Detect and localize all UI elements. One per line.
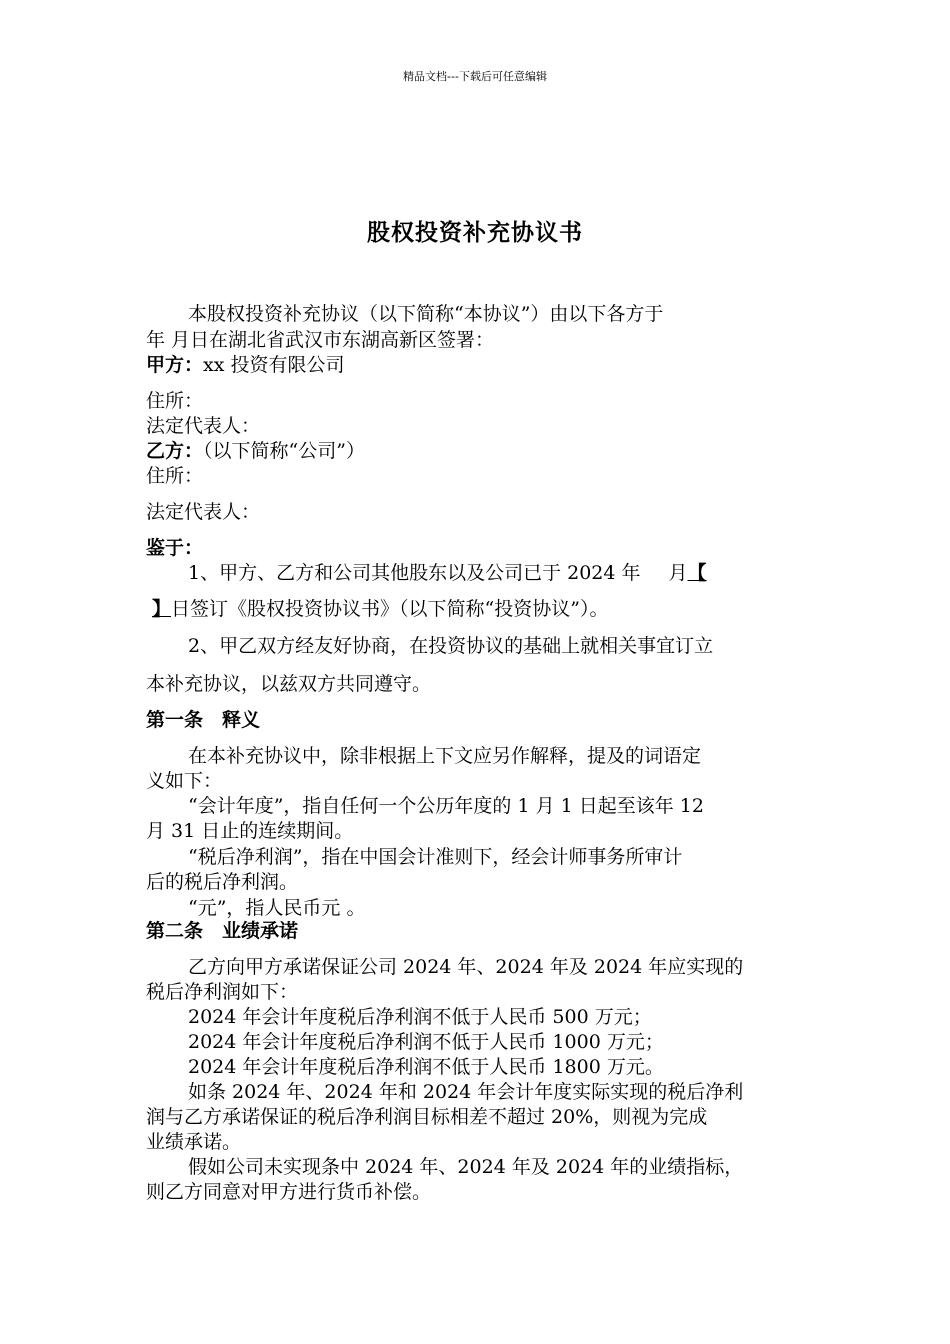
whereas-item-1-line-1 [188,561,717,585]
party-a-label: 甲方： [146,354,204,376]
party-a-name: xx 投资有限公司 [203,354,345,376]
open-bracket: 【 [687,562,707,584]
definition-1-line-2: 月 31 日止的连续期间。 [146,820,354,842]
article-2-para-2-line-1: 如条 2024 年、2024 年和 2024 年会计年度实际实现的税后净利 [188,1081,744,1103]
party-b-address: 住所： [146,465,204,487]
profit-target-1: 2024 年会计年度税后净利润不低于人民币 500 万元； [188,1006,652,1028]
party-b-representative: 法定代表人： [146,501,261,523]
profit-target-3: 2024 年会计年度税后净利润不低于人民币 1800 万元。 [188,1056,664,1078]
whereas-item-1-month: 月 [668,562,688,584]
close-bracket: 】 [152,598,172,620]
article-2-heading: 第二条 业绩承诺 [146,920,299,942]
article-1-heading: 第一条 释义 [146,709,261,731]
definition-3: “元”，指人民币元 。 [188,897,366,919]
whereas-item-2-line-2: 本补充协议，以兹双方共同遵守。 [146,673,432,695]
definition-2-line-2: 后的税后净利润。 [146,871,299,893]
article-1-para-line-1: 在本补充协议中，除非根据上下文应另作解释，提及的词语定 [188,745,702,767]
party-b-name: （以下简称“公司”） [203,440,365,462]
intro-line-2: 年 月日在湖北省武汉市东湖高新区签署： [146,329,495,351]
party-a-line [146,353,345,377]
article-1-para-line-2: 义如下： [146,770,223,792]
whereas-item-1-text-2: 日签订《股权投资协议书》（以下简称“投资协议”）。 [171,598,609,620]
profit-target-2: 2024 年会计年度税后净利润不低于人民币 1000 万元； [188,1031,664,1053]
whereas-item-1-line-2 [146,597,608,621]
definition-1-line-1: “会计年度”，指自任何一个公历年度的 1 月 1 日起至该年 12 [188,795,704,817]
party-a-representative: 法定代表人： [146,415,261,437]
article-2-para-2-line-3: 业绩承诺。 [146,1131,242,1153]
whereas-item-2-line-1: 2、甲乙双方经友好协商，在投资协议的基础上就相关事宜订立 [188,635,714,657]
page-header: 精品文档---下载后可任意编辑 [403,70,547,83]
whereas-item-1-text: 1、甲方、乙方和公司其他股东以及公司已于 2024 年 [188,562,641,584]
document-title: 股权投资补充协议书 [367,220,583,246]
definition-2-line-1: “税后净利润”，指在中国会计准则下，经会计师事务所审计 [188,846,683,868]
party-b-line [146,439,365,463]
whereas-heading: 鉴于： [146,537,204,559]
article-2-para-1-line-1: 乙方向甲方承诺保证公司 2024 年、2024 年及 2024 年应实现的 [188,956,744,978]
intro-line-1: 本股权投资补充协议（以下简称“本协议”）由以下各方于 [188,303,664,325]
article-2-para-3-line-2: 则乙方同意对甲方进行货币补偿。 [146,1181,432,1203]
article-2-para-3-line-1: 假如公司未实现条中 2024 年、2024 年及 2024 年的业绩指标， [188,1156,744,1178]
article-2-para-1-line-2: 税后净利润如下： [146,981,299,1003]
party-a-address: 住所： [146,390,204,412]
party-b-label: 乙方： [146,440,204,462]
article-2-para-2-line-2: 润与乙方承诺保证的税后净利润目标相差不超过 20%，则视为完成 [146,1106,708,1128]
